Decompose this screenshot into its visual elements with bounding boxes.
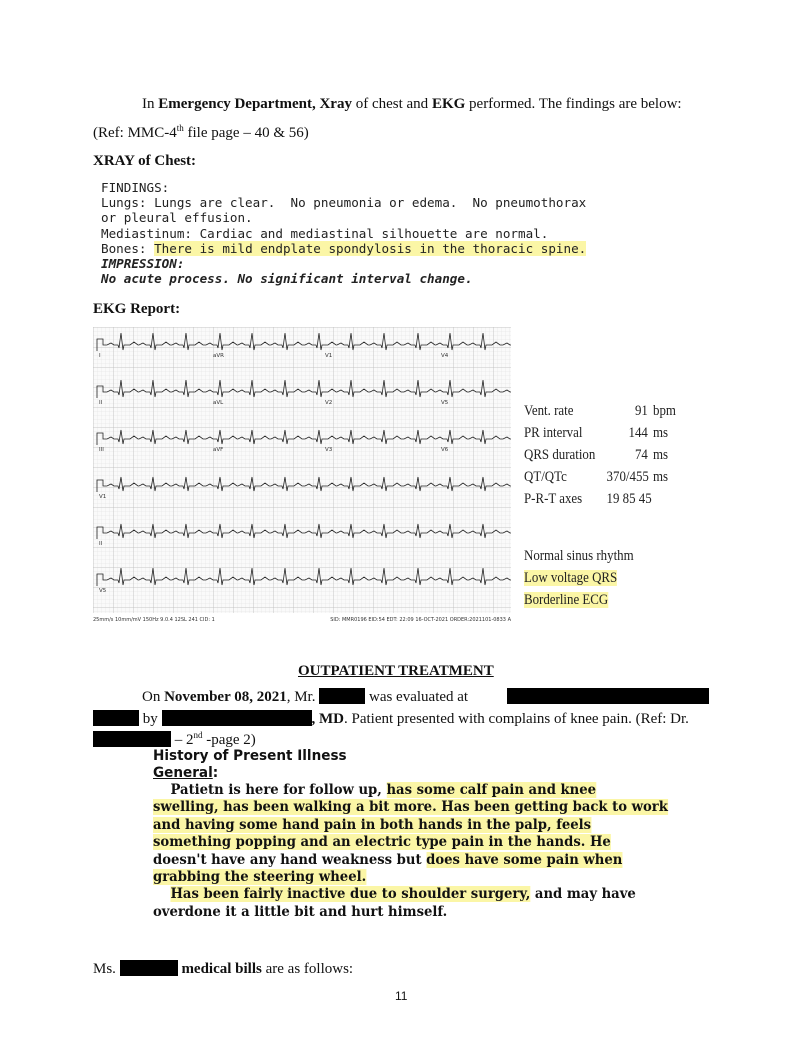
highlight: swelling, has been walking a bit more. Has been getting back to work xyxy=(153,799,668,816)
ekg-graph xyxy=(93,327,511,622)
hpi-line: Has been fairly inactive due to shoulder surgery, and may have xyxy=(170,886,636,903)
hpi-line: Patietn is here for follow up, has some calf pain and knee xyxy=(170,782,597,798)
highlight: something popping and an electric type pain in the hands. He xyxy=(153,834,611,851)
highlight: Low voltage QRS xyxy=(524,570,618,586)
hpi-line xyxy=(153,799,668,816)
ekg-stat-value: 144 xyxy=(628,425,648,441)
highlight: Has been fairly inactive due to shoulder surgery, xyxy=(170,886,531,903)
ekg-tracing xyxy=(93,327,511,622)
ekg-stat-value: 74 xyxy=(634,447,648,463)
ekg-stat-row xyxy=(524,422,687,444)
ekg-lead-label: V5 xyxy=(441,400,449,406)
hpi-line: overdone it a little bit and hurt himself. xyxy=(153,903,448,920)
hpi-general-line: General: xyxy=(153,765,219,781)
highlight: and having some hand pain in both hands in the palp, feels xyxy=(153,816,592,833)
ekg-stat-row xyxy=(524,488,687,510)
ekg-stat-unit: ms xyxy=(653,425,669,441)
ekg-heading: EKG Report: xyxy=(93,301,181,317)
xray-line: FINDINGS: xyxy=(101,180,170,195)
ekg-stat-label: QRS duration xyxy=(524,447,596,463)
ekg-lead-label: V5 xyxy=(99,588,107,594)
highlight: does have some pain when xyxy=(426,851,623,868)
outpatient-line-3: – 2nd -page 2) xyxy=(93,731,256,749)
ekg-lead-label: V4 xyxy=(441,353,449,359)
ekg-interpretation xyxy=(524,545,634,611)
ekg-stat-row xyxy=(524,466,687,488)
ekg-stat-label: P-R-T axes xyxy=(524,491,583,507)
ekg-stat-unit xyxy=(648,488,688,510)
hpi-line: doesn't have any hand weakness but does have some pain when xyxy=(153,851,623,868)
ekg-lead-label: III xyxy=(99,447,104,453)
ekg-stat-unit: ms xyxy=(653,447,669,463)
ekg-lead-label: V1 xyxy=(325,353,333,359)
page-number: 11 xyxy=(395,989,408,1003)
hpi-title: History of Present Illness xyxy=(153,748,347,764)
bills-line: Ms. medical bills are as follows: xyxy=(93,961,354,977)
redaction xyxy=(507,688,709,704)
ekg-stat-value: 19 85 45 xyxy=(606,491,652,507)
xray-line: or pleural effusion. xyxy=(101,210,253,226)
ekg-lead-label: I xyxy=(99,353,101,359)
ekg-lead-label: aVL xyxy=(213,400,224,406)
ekg-stat-value: 91 xyxy=(634,403,648,419)
hpi-excerpt xyxy=(153,748,668,921)
highlight: There is mild endplate spondylosis in the thoracic spine. xyxy=(154,240,587,256)
ekg-lead-label: II xyxy=(99,400,103,406)
ekg-lead-label: II xyxy=(99,541,103,547)
ekg-interp-line xyxy=(524,589,634,611)
ekg-interp-line: Normal sinus rhythm xyxy=(524,548,634,564)
xray-findings xyxy=(101,180,586,286)
ekg-stat-row xyxy=(524,444,687,466)
ekg-stat-unit: ms xyxy=(653,469,669,485)
hpi-line xyxy=(153,817,668,834)
ekg-lead-label: V1 xyxy=(99,494,107,500)
xray-line: Mediastinum: Cardiac and mediastinal silhouette are normal. xyxy=(101,225,549,241)
ekg-stat-label: QT/QTc xyxy=(524,469,567,485)
ekg-stat-label: PR interval xyxy=(524,425,583,441)
redaction xyxy=(319,688,365,704)
ekg-lead-label: aVR xyxy=(213,353,224,359)
xray-impression-label: IMPRESSION: xyxy=(101,256,185,272)
highlight: has some calf pain and knee xyxy=(386,782,597,798)
redaction xyxy=(162,710,312,726)
highlight: Borderline ECG xyxy=(524,592,609,608)
xray-heading: XRAY of Chest: xyxy=(93,153,197,169)
outpatient-line-2: by , MD. Patient presented with complains of knee pain. (Ref: Dr. xyxy=(93,710,689,728)
ekg-stat-value: 370/455 xyxy=(606,469,649,485)
ekg-footer-left: 25mm/s 10mm/mV 150Hz 9.0.4 12SL 241 CID: 1 xyxy=(93,617,215,622)
ekg-footer-right: SID: MMR0196 EID:54 EDT: 22:09 16-OCT-2021 ORDER:2021101-0833 A xyxy=(330,617,511,622)
outpatient-line-1: On November 08, 2021, Mr. was evaluated at xyxy=(142,689,469,705)
outpatient-heading: OUTPATIENT TREATMENT xyxy=(298,663,494,679)
xray-impression: No acute process. No significant interval change. xyxy=(101,271,473,287)
intro-reference: (Ref: MMC-4th file page – 40 & 56) xyxy=(93,123,309,141)
redaction xyxy=(93,731,171,747)
ekg-lead-label: V6 xyxy=(441,447,449,453)
intro-line: In Emergency Department, Xray of chest and EKG performed. The findings are below: xyxy=(142,96,682,112)
ekg-lead-label: aVF xyxy=(213,447,224,453)
ekg-interp-line xyxy=(524,567,634,589)
ekg-stat-unit: bpm xyxy=(653,403,676,419)
hpi-line xyxy=(153,834,668,851)
xray-line: Lungs: Lungs are clear. No pneumonia or edema. No pneumothorax xyxy=(101,195,587,211)
hpi-line xyxy=(153,869,668,886)
redaction xyxy=(93,710,139,726)
redaction xyxy=(120,960,178,976)
highlight: grabbing the steering wheel. xyxy=(153,869,367,886)
ekg-lead-label: V2 xyxy=(325,400,333,406)
xray-line: Bones: There is mild endplate spondylosis in the thoracic spine. xyxy=(101,240,587,256)
ekg-stat-label: Vent. rate xyxy=(524,403,574,419)
ekg-measurements xyxy=(524,400,687,510)
ekg-lead-label: V3 xyxy=(325,447,333,453)
ekg-stat-row xyxy=(524,400,687,422)
